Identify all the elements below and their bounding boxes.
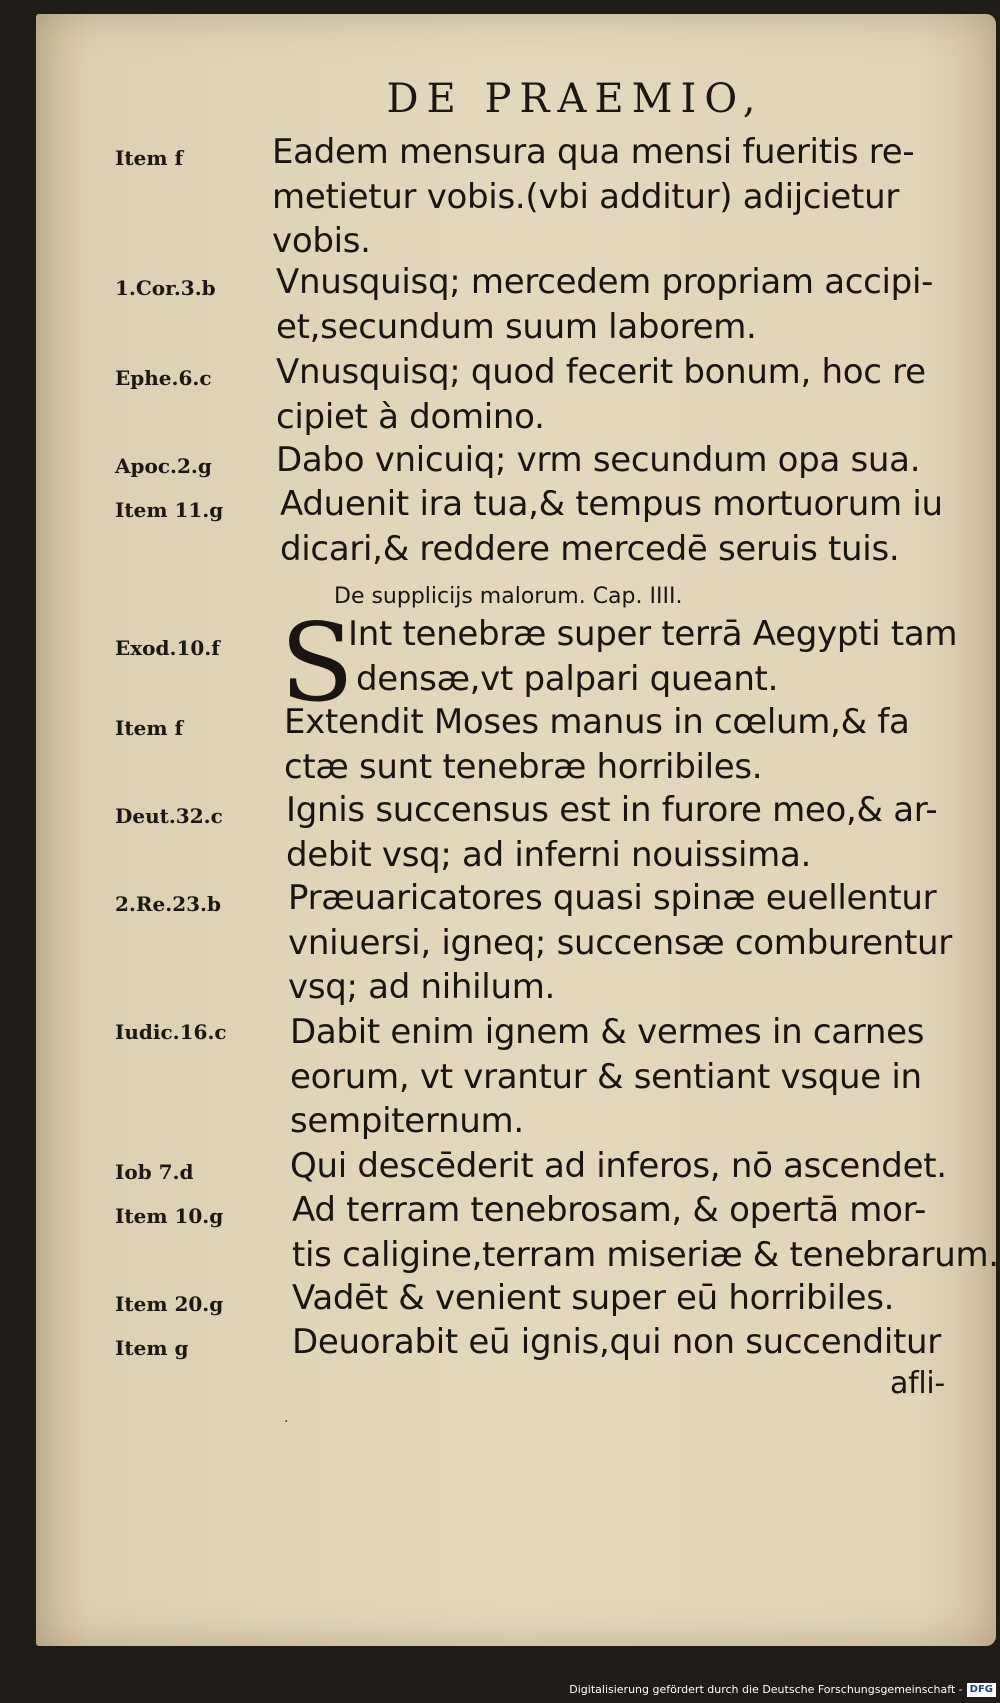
text-line: Vadēt & venient super eū horribiles. <box>292 1278 895 1318</box>
text-line: Deuorabit eū ignis,qui non succenditur <box>292 1322 941 1362</box>
text-line: vniuersi, igneq; succensæ comburentur <box>288 922 952 963</box>
margin-reference: Item f <box>115 716 184 740</box>
text-line: Vnusquisq; quod fecerit bonum, hoc re <box>276 352 926 392</box>
text-line: metietur vobis.(vbi additur) adijcietur <box>272 176 899 217</box>
text-line: Int tenebræ super terrā Aegypti tam <box>348 614 958 654</box>
ink-spot: · <box>284 1414 289 1430</box>
footer-text: Digitalisierung gefördert durch die Deutsche Forschungsgemeinschaft - <box>569 1683 963 1696</box>
text-line: vobis. <box>272 221 371 261</box>
text-line: Ignis succensus est in furore meo,& ar- <box>286 790 938 830</box>
text-line: densæ,vt palpari queant. <box>356 658 779 699</box>
text-line: debit vsq; ad inferni nouissima. <box>286 834 812 875</box>
margin-reference: Item 10.g <box>115 1204 224 1228</box>
dfg-logo: DFG <box>967 1683 996 1697</box>
text-line: vsq; ad nihilum. <box>288 967 556 1007</box>
book-page <box>36 14 996 1646</box>
text-line: Ad terram tenebrosam, & opertā mor- <box>292 1190 927 1230</box>
text-line: Aduenit ira tua,& tempus mortuorum iu <box>280 484 943 524</box>
text-line: Præuaricatores quasi spinæ euellentur <box>288 878 937 918</box>
margin-reference: 2.Re.23.b <box>115 892 221 916</box>
margin-reference: Apoc.2.g <box>115 454 212 478</box>
text-line: et,secundum suum laborem. <box>276 306 757 347</box>
margin-reference: Item f <box>115 146 184 170</box>
text-line: Extendit Moses manus in cœlum,& fa <box>284 702 910 742</box>
margin-reference: Item g <box>115 1336 189 1360</box>
margin-reference: Iudic.16.c <box>115 1020 227 1044</box>
catchword: afli- <box>890 1366 945 1401</box>
text-line: Qui descēderit ad inferos, nō ascendet. <box>290 1146 947 1186</box>
chapter-heading: De supplicijs malorum. Cap. IIII. <box>334 584 683 609</box>
text-line: Dabo vnicuiq; vrm secundum opa sua. <box>276 440 921 480</box>
text-line: ctæ sunt tenebræ horribiles. <box>284 746 763 787</box>
text-line: Vnusquisq; mercedem propriam accipi- <box>276 262 934 302</box>
margin-reference: Item 11.g <box>115 498 224 522</box>
digitization-footer <box>569 1679 996 1701</box>
text-line: dicari,& reddere mercedē seruis tuis. <box>280 528 900 569</box>
text-line: Eadem mensura qua mensi fueritis re- <box>272 132 915 172</box>
text-line: Dabit enim ignem & vermes in carnes <box>290 1012 925 1052</box>
text-line: tis caligine,terram miseriæ & tenebrarum. <box>292 1234 999 1275</box>
margin-reference: Iob 7.d <box>115 1160 194 1184</box>
margin-reference: 1.Cor.3.b <box>115 276 216 300</box>
running-title: DE PRAEMIO, <box>386 76 764 122</box>
drop-cap-initial: S <box>280 601 354 726</box>
text-line: cipiet à domino. <box>276 396 545 437</box>
margin-reference: Exod.10.f <box>115 636 220 660</box>
margin-reference: Deut.32.c <box>115 804 223 828</box>
text-line: sempiternum. <box>290 1101 524 1141</box>
margin-reference: Ephe.6.c <box>115 366 212 390</box>
margin-reference: Item 20.g <box>115 1292 224 1316</box>
text-line: eorum, vt vrantur & sentiant vsque in <box>290 1056 922 1097</box>
